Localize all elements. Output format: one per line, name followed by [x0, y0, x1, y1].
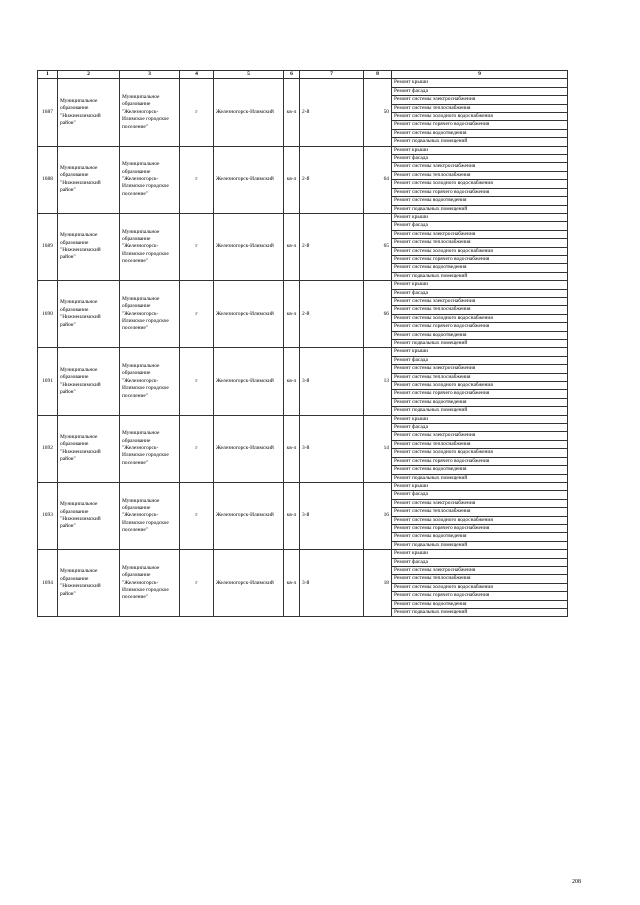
work-type-cell: Ремонт системы электроснабжения: [392, 566, 568, 574]
work-type-cell: Ремонт крыши: [392, 281, 568, 289]
work-type-cell: Ремонт системы водоотведения: [392, 129, 568, 137]
work-type-cell: Ремонт фасада: [392, 222, 568, 230]
work-type-cell: Ремонт системы холодного водоснабжения: [392, 382, 568, 390]
work-type-cell: Ремонт системы холодного водоснабжения: [392, 180, 568, 188]
work-type-cell: Ремонт системы горячего водоснабжения: [392, 121, 568, 129]
work-type-cell: Ремонт фасада: [392, 558, 568, 566]
table-row: [38, 415, 568, 423]
settlement-type-cell: г: [180, 482, 214, 549]
settlement-type-cell: г: [180, 146, 214, 213]
work-type-cell: Ремонт подвальных помещений: [392, 138, 568, 146]
work-type-cell: Ремонт системы электроснабжения: [392, 163, 568, 171]
city-cell: Железногорск-Илимский: [214, 482, 284, 549]
work-type-cell: Ремонт фасада: [392, 356, 568, 364]
work-type-cell: Ремонт системы электроснабжения: [392, 499, 568, 507]
record-number-cell: 1688: [38, 146, 58, 213]
municipality-cell: Муниципальное образование "Нижнеилимский район": [58, 213, 120, 280]
work-type-cell: Ремонт системы теплоснабжения: [392, 508, 568, 516]
work-type-cell: Ремонт крыши: [392, 213, 568, 221]
record-number-cell: 1694: [38, 550, 58, 617]
house-number-cell: 65: [364, 213, 392, 280]
house-number-cell: 16: [364, 482, 392, 549]
header-cell: 2: [58, 71, 120, 79]
work-type-cell: Ремонт подвальных помещений: [392, 407, 568, 415]
municipality-cell: Муниципальное образование "Нижнеилимский район": [58, 281, 120, 348]
record-number-cell: 1687: [38, 79, 58, 146]
page-number: 208: [572, 879, 581, 885]
street-type-cell: кв-л: [284, 79, 300, 146]
work-type-cell: Ремонт подвальных помещений: [392, 541, 568, 549]
house-number-cell: 66: [364, 281, 392, 348]
settlement-type-cell: г: [180, 79, 214, 146]
table-row: [38, 482, 568, 490]
city-cell: Железногорск-Илимский: [214, 79, 284, 146]
settlement-type-cell: г: [180, 348, 214, 415]
work-type-cell: Ремонт фасада: [392, 289, 568, 297]
settlement-cell: Муниципальное образование "Железногорск-Илимское городское поселение": [120, 281, 180, 348]
settlement-cell: Муниципальное образование "Железногорск-Илимское городское поселение": [120, 348, 180, 415]
settlement-cell: Муниципальное образование "Железногорск-Илимское городское поселение": [120, 79, 180, 146]
city-cell: Железногорск-Илимский: [214, 146, 284, 213]
work-type-cell: Ремонт системы горячего водоснабжения: [392, 524, 568, 532]
header-cell: 1: [38, 71, 58, 79]
quarter-cell: 2-й: [300, 281, 364, 348]
work-type-cell: Ремонт системы электроснабжения: [392, 230, 568, 238]
work-type-cell: Ремонт системы электроснабжения: [392, 96, 568, 104]
work-type-cell: Ремонт крыши: [392, 146, 568, 154]
city-cell: Железногорск-Илимский: [214, 348, 284, 415]
table-body: [38, 79, 568, 617]
header-cell: 5: [214, 71, 284, 79]
work-type-cell: Ремонт системы теплоснабжения: [392, 575, 568, 583]
record-number-cell: 1690: [38, 281, 58, 348]
municipality-cell: Муниципальное образование "Нижнеилимский район": [58, 550, 120, 617]
quarter-cell: 3-й: [300, 415, 364, 482]
work-type-cell: Ремонт крыши: [392, 415, 568, 423]
work-type-cell: Ремонт системы водоотведения: [392, 331, 568, 339]
settlement-cell: Муниципальное образование "Железногорск-Илимское городское поселение": [120, 415, 180, 482]
work-type-cell: Ремонт подвальных помещений: [392, 272, 568, 280]
header-cell: 8: [364, 71, 392, 79]
header-cell: 3: [120, 71, 180, 79]
table-row: [38, 281, 568, 289]
settlement-type-cell: г: [180, 415, 214, 482]
work-type-cell: Ремонт системы теплоснабжения: [392, 239, 568, 247]
work-type-cell: Ремонт фасада: [392, 424, 568, 432]
header-cell: 6: [284, 71, 300, 79]
table-row: [38, 79, 568, 87]
work-type-cell: Ремонт системы водоотведения: [392, 264, 568, 272]
work-type-cell: Ремонт крыши: [392, 348, 568, 356]
city-cell: Железногорск-Илимский: [214, 213, 284, 280]
table-row: [38, 213, 568, 221]
settlement-type-cell: г: [180, 550, 214, 617]
header-cell: 7: [300, 71, 364, 79]
city-cell: Железногорск-Илимский: [214, 415, 284, 482]
quarter-cell: 3-й: [300, 550, 364, 617]
work-type-cell: Ремонт системы горячего водоснабжения: [392, 188, 568, 196]
house-number-cell: 18: [364, 550, 392, 617]
record-number-cell: 1691: [38, 348, 58, 415]
municipality-cell: Муниципальное образование "Нижнеилимский район": [58, 482, 120, 549]
quarter-cell: 2-й: [300, 146, 364, 213]
work-type-cell: Ремонт системы водоотведения: [392, 600, 568, 608]
work-type-cell: Ремонт системы горячего водоснабжения: [392, 255, 568, 263]
work-type-cell: Ремонт подвальных помещений: [392, 474, 568, 482]
work-type-cell: Ремонт системы горячего водоснабжения: [392, 457, 568, 465]
city-cell: Железногорск-Илимский: [214, 550, 284, 617]
municipality-cell: Муниципальное образование "Нижнеилимский район": [58, 79, 120, 146]
work-type-cell: Ремонт системы теплоснабжения: [392, 104, 568, 112]
table-row: [38, 146, 568, 154]
quarter-cell: 3-й: [300, 482, 364, 549]
settlement-cell: Муниципальное образование "Железногорск-Илимское городское поселение": [120, 213, 180, 280]
work-type-cell: Ремонт системы холодного водоснабжения: [392, 583, 568, 591]
work-type-cell: Ремонт системы холодного водоснабжения: [392, 314, 568, 322]
work-type-cell: Ремонт крыши: [392, 550, 568, 558]
work-type-cell: Ремонт системы горячего водоснабжения: [392, 390, 568, 398]
street-type-cell: кв-л: [284, 482, 300, 549]
work-type-cell: Ремонт системы водоотведения: [392, 466, 568, 474]
municipality-cell: Муниципальное образование "Нижнеилимский район": [58, 348, 120, 415]
municipality-cell: Муниципальное образование "Нижнеилимский район": [58, 415, 120, 482]
work-type-cell: Ремонт системы теплоснабжения: [392, 373, 568, 381]
street-type-cell: кв-л: [284, 415, 300, 482]
work-type-cell: Ремонт системы холодного водоснабжения: [392, 247, 568, 255]
work-type-cell: Ремонт подвальных помещений: [392, 609, 568, 617]
table-row: [38, 348, 568, 356]
work-type-cell: Ремонт системы горячего водоснабжения: [392, 323, 568, 331]
work-type-cell: Ремонт подвальных помещений: [392, 340, 568, 348]
record-number-cell: 1693: [38, 482, 58, 549]
work-type-cell: Ремонт системы теплоснабжения: [392, 171, 568, 179]
quarter-cell: 3-й: [300, 348, 364, 415]
house-number-cell: 64: [364, 146, 392, 213]
work-type-cell: Ремонт подвальных помещений: [392, 205, 568, 213]
street-type-cell: кв-л: [284, 146, 300, 213]
work-type-cell: Ремонт системы холодного водоснабжения: [392, 449, 568, 457]
work-type-cell: Ремонт системы водоотведения: [392, 197, 568, 205]
table-header-row: [38, 71, 568, 79]
street-type-cell: кв-л: [284, 550, 300, 617]
work-type-cell: Ремонт системы электроснабжения: [392, 297, 568, 305]
quarter-cell: 2-й: [300, 79, 364, 146]
settlement-cell: Муниципальное образование "Железногорск-Илимское городское поселение": [120, 482, 180, 549]
repair-register-table: [37, 70, 568, 617]
street-type-cell: кв-л: [284, 348, 300, 415]
header-cell: 4: [180, 71, 214, 79]
city-cell: Железногорск-Илимский: [214, 281, 284, 348]
work-type-cell: Ремонт системы электроснабжения: [392, 432, 568, 440]
header-cell: 9: [392, 71, 568, 79]
settlement-type-cell: г: [180, 281, 214, 348]
work-type-cell: Ремонт фасада: [392, 491, 568, 499]
work-type-cell: Ремонт системы горячего водоснабжения: [392, 592, 568, 600]
settlement-cell: Муниципальное образование "Железногорск-Илимское городское поселение": [120, 146, 180, 213]
street-type-cell: кв-л: [284, 281, 300, 348]
work-type-cell: Ремонт фасада: [392, 87, 568, 95]
work-type-cell: Ремонт крыши: [392, 79, 568, 87]
work-type-cell: Ремонт системы теплоснабжения: [392, 440, 568, 448]
record-number-cell: 1692: [38, 415, 58, 482]
quarter-cell: 2-й: [300, 213, 364, 280]
settlement-cell: Муниципальное образование "Железногорск-Илимское городское поселение": [120, 550, 180, 617]
work-type-cell: Ремонт системы водоотведения: [392, 533, 568, 541]
work-type-cell: Ремонт системы электроснабжения: [392, 365, 568, 373]
street-type-cell: кв-л: [284, 213, 300, 280]
work-type-cell: Ремонт системы водоотведения: [392, 398, 568, 406]
work-type-cell: Ремонт системы холодного водоснабжения: [392, 516, 568, 524]
work-type-cell: Ремонт системы холодного водоснабжения: [392, 113, 568, 121]
work-type-cell: Ремонт фасада: [392, 155, 568, 163]
house-number-cell: 14: [364, 415, 392, 482]
house-number-cell: 13: [364, 348, 392, 415]
municipality-cell: Муниципальное образование "Нижнеилимский район": [58, 146, 120, 213]
work-type-cell: Ремонт системы теплоснабжения: [392, 306, 568, 314]
work-type-cell: Ремонт крыши: [392, 482, 568, 490]
settlement-type-cell: г: [180, 213, 214, 280]
house-number-cell: 50: [364, 79, 392, 146]
table-row: [38, 550, 568, 558]
record-number-cell: 1689: [38, 213, 58, 280]
